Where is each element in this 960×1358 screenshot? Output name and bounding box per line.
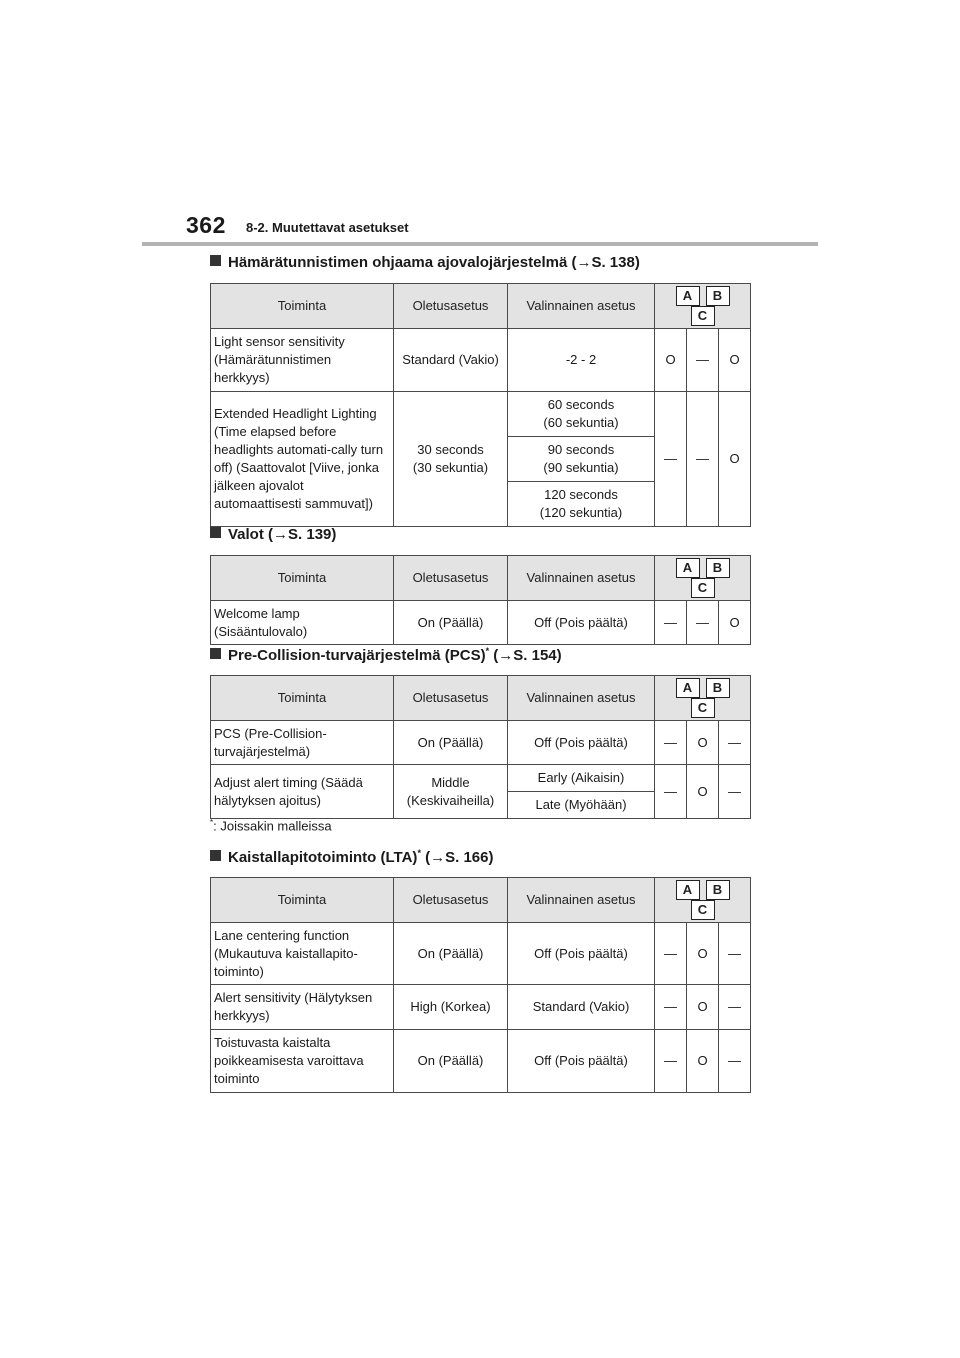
b-cell: O bbox=[687, 721, 719, 765]
table-row bbox=[211, 329, 751, 392]
letter-box-b: B bbox=[706, 880, 730, 900]
table-row bbox=[211, 721, 751, 765]
column-header-optional: Valinnainen asetus bbox=[508, 556, 655, 601]
section-title-headlight-system: Hämärätunnistimen ohjaama ajovalojärjestelmä (→S. 138) bbox=[210, 254, 640, 271]
table-header-row bbox=[211, 676, 751, 721]
square-bullet-icon bbox=[210, 255, 221, 266]
b-cell: — bbox=[687, 601, 719, 645]
settings-table-pcs bbox=[210, 675, 751, 819]
letter-box-a: A bbox=[676, 678, 700, 698]
function-cell: Extended Headlight Lighting (Time elapsed before headlights automati-cally turn off) (Saattovalot [Viive, jonka jälkeen ajovalot automaattisesti sammuvat]) bbox=[211, 392, 394, 527]
a-cell: O bbox=[655, 329, 687, 392]
table-header-row bbox=[211, 878, 751, 923]
column-header-abc bbox=[655, 284, 751, 329]
column-header-optional: Valinnainen asetus bbox=[508, 878, 655, 923]
c-cell: — bbox=[719, 985, 751, 1030]
column-header-default: Oletusasetus bbox=[394, 556, 508, 601]
letter-box-a: A bbox=[676, 286, 700, 306]
default-cell: Standard (Vakio) bbox=[394, 329, 508, 392]
header-rule bbox=[142, 242, 818, 246]
table-row bbox=[211, 985, 751, 1030]
column-header-function: Toiminta bbox=[211, 676, 394, 721]
table-row bbox=[211, 765, 751, 792]
function-cell: Light sensor sensitivity (Hämärätunnistimen herkkyys) bbox=[211, 329, 394, 392]
optional-cell: 120 seconds (120 sekuntia) bbox=[508, 482, 655, 527]
column-header-function: Toiminta bbox=[211, 284, 394, 329]
a-cell: — bbox=[655, 392, 687, 527]
b-cell: — bbox=[687, 329, 719, 392]
table-row bbox=[211, 923, 751, 985]
letter-box-c: C bbox=[691, 900, 715, 920]
b-cell: O bbox=[687, 923, 719, 985]
default-cell: On (Päällä) bbox=[394, 1030, 508, 1093]
default-cell: On (Päällä) bbox=[394, 721, 508, 765]
letter-box-a: A bbox=[676, 880, 700, 900]
table-header-row bbox=[211, 556, 751, 601]
a-cell: — bbox=[655, 1030, 687, 1093]
letter-box-b: B bbox=[706, 558, 730, 578]
a-cell: — bbox=[655, 721, 687, 765]
optional-cell: -2 - 2 bbox=[508, 329, 655, 392]
table-row bbox=[211, 601, 751, 645]
a-cell: — bbox=[655, 923, 687, 985]
function-cell: Alert sensitivity (Hälytyksen herkkyys) bbox=[211, 985, 394, 1030]
optional-cell: Off (Pois päältä) bbox=[508, 601, 655, 645]
function-cell: Adjust alert timing (Säädä hälytyksen ajoitus) bbox=[211, 765, 394, 819]
a-cell: — bbox=[655, 985, 687, 1030]
column-header-default: Oletusasetus bbox=[394, 878, 508, 923]
optional-cell: Late (Myöhään) bbox=[508, 792, 655, 819]
default-cell: On (Päällä) bbox=[394, 601, 508, 645]
optional-cell: 90 seconds (90 sekuntia) bbox=[508, 437, 655, 482]
chapter-title: 8-2. Muutettavat asetukset bbox=[246, 220, 409, 235]
section-title-pcs: Pre-Collision-turvajärjestelmä (PCS)* (→S. 154) bbox=[210, 646, 562, 664]
table-row bbox=[211, 392, 751, 437]
footnote: *: Joissakin malleissa bbox=[210, 818, 332, 834]
optional-cell: Early (Aikaisin) bbox=[508, 765, 655, 792]
optional-cell: Off (Pois päältä) bbox=[508, 721, 655, 765]
column-header-default: Oletusasetus bbox=[394, 676, 508, 721]
c-cell: — bbox=[719, 1030, 751, 1093]
column-header-optional: Valinnainen asetus bbox=[508, 284, 655, 329]
function-cell: PCS (Pre-Collision-turvajärjestelmä) bbox=[211, 721, 394, 765]
column-header-function: Toiminta bbox=[211, 556, 394, 601]
c-cell: O bbox=[719, 329, 751, 392]
optional-cell: 60 seconds (60 sekuntia) bbox=[508, 392, 655, 437]
optional-cell: Off (Pois päältä) bbox=[508, 923, 655, 985]
settings-table-lights bbox=[210, 555, 751, 645]
function-cell: Lane centering function (Mukautuva kaistallapito-toiminto) bbox=[211, 923, 394, 985]
c-cell: O bbox=[719, 601, 751, 645]
column-header-default: Oletusasetus bbox=[394, 284, 508, 329]
function-cell: Toistuvasta kaistalta poikkeamisesta varoittava toiminto bbox=[211, 1030, 394, 1093]
a-cell: — bbox=[655, 601, 687, 645]
c-cell: — bbox=[719, 721, 751, 765]
square-bullet-icon bbox=[210, 648, 221, 659]
column-header-abc bbox=[655, 676, 751, 721]
square-bullet-icon bbox=[210, 850, 221, 861]
section-title-lights: Valot (→S. 139) bbox=[210, 526, 336, 543]
column-header-function: Toiminta bbox=[211, 878, 394, 923]
table-row bbox=[211, 1030, 751, 1093]
settings-table-lta bbox=[210, 877, 751, 1093]
column-header-abc bbox=[655, 878, 751, 923]
default-cell: High (Korkea) bbox=[394, 985, 508, 1030]
b-cell: O bbox=[687, 765, 719, 819]
section-title-lta: Kaistallapitotoiminto (LTA)* (→S. 166) bbox=[210, 848, 493, 866]
c-cell: — bbox=[719, 765, 751, 819]
b-cell: O bbox=[687, 985, 719, 1030]
default-cell: On (Päällä) bbox=[394, 923, 508, 985]
b-cell: — bbox=[687, 392, 719, 527]
letter-box-b: B bbox=[706, 286, 730, 306]
optional-cell: Off (Pois päältä) bbox=[508, 1030, 655, 1093]
column-header-optional: Valinnainen asetus bbox=[508, 676, 655, 721]
a-cell: — bbox=[655, 765, 687, 819]
letter-box-c: C bbox=[691, 698, 715, 718]
b-cell: O bbox=[687, 1030, 719, 1093]
page-number: 362 bbox=[186, 212, 226, 238]
function-cell: Welcome lamp (Sisääntulovalo) bbox=[211, 601, 394, 645]
letter-box-a: A bbox=[676, 558, 700, 578]
settings-table-headlight-system bbox=[210, 283, 751, 527]
square-bullet-icon bbox=[210, 527, 221, 538]
table-header-row bbox=[211, 284, 751, 329]
letter-box-b: B bbox=[706, 678, 730, 698]
c-cell: O bbox=[719, 392, 751, 527]
letter-box-c: C bbox=[691, 306, 715, 326]
default-cell: Middle (Keskivaiheilla) bbox=[394, 765, 508, 819]
default-cell: 30 seconds (30 sekuntia) bbox=[394, 392, 508, 527]
c-cell: — bbox=[719, 923, 751, 985]
letter-box-c: C bbox=[691, 578, 715, 598]
optional-cell: Standard (Vakio) bbox=[508, 985, 655, 1030]
column-header-abc bbox=[655, 556, 751, 601]
